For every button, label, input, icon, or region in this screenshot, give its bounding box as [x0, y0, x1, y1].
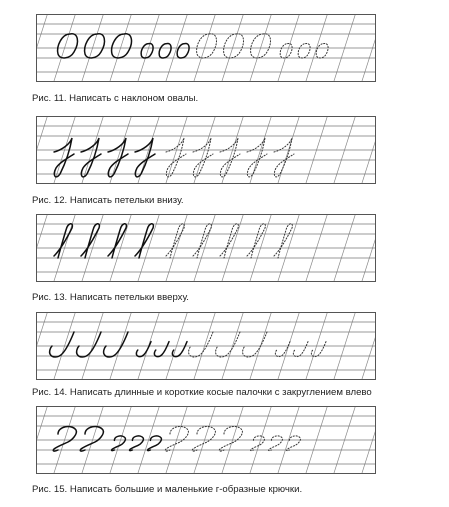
copybook-strip-3: [36, 214, 376, 282]
caption-1: Рис. 11. Написать с наклоном овалы.: [32, 93, 199, 104]
caption-4: Рис. 14. Написать длинные и короткие косые палочки с закруглением влево: [32, 387, 372, 398]
copybook-strip-2: [36, 116, 376, 184]
caption-3: Рис. 13. Написать петельки вверху.: [32, 292, 189, 303]
copybook-strip-1: [36, 14, 376, 82]
caption-2: Рис. 12. Написать петельки внизу.: [32, 195, 184, 206]
copybook-strip-5: [36, 406, 376, 474]
copybook-strip-4: [36, 312, 376, 380]
caption-5: Рис. 15. Написать большие и маленькие г-образные крючки.: [32, 484, 303, 495]
